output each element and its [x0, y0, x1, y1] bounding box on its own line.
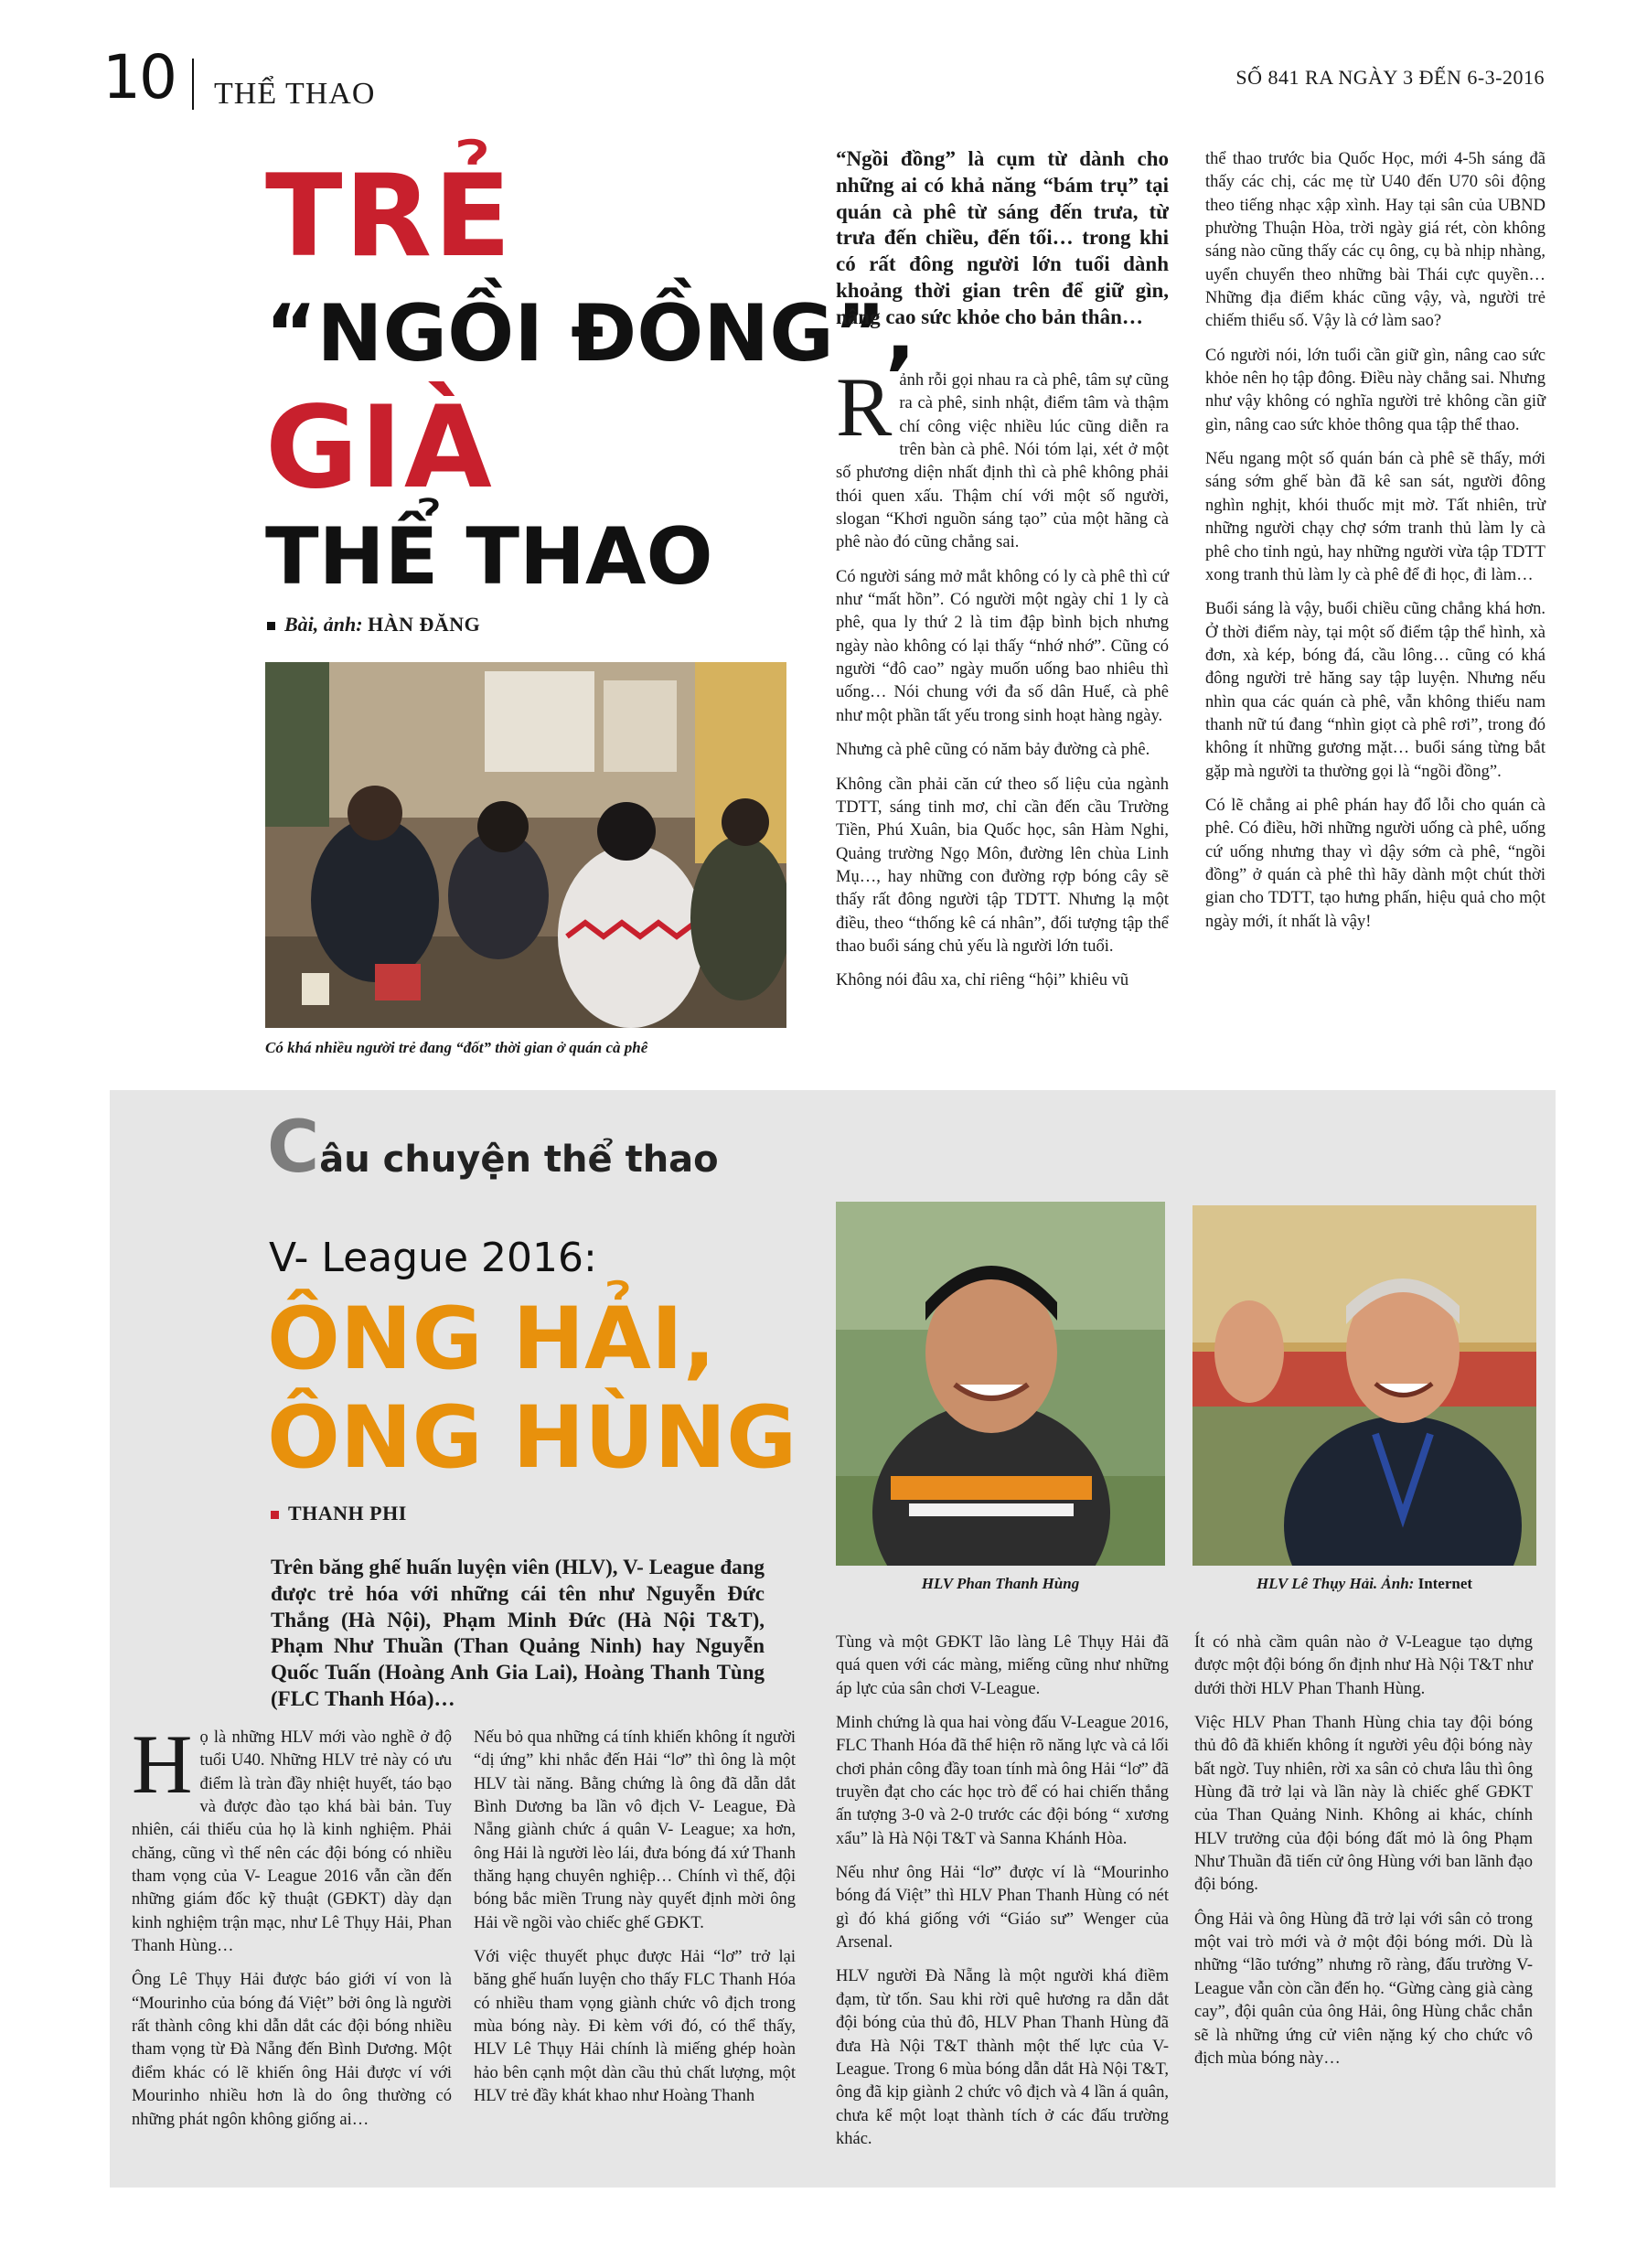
paragraph: Nếu bỏ qua những cá tính khiến không ít người “dị ứng” khi nhắc đến Hải “lơ” thì ông là một HLV tài năng. Bằng chứng là ông đã dẫn dắt Bình Dương ba lần vô địch V- League, Đà Nẵng giành chức á quân V- League; xa hơn, ông Hải là người lèo lái, đưa bóng đá xứ Thanh thăng hạng chuyên nghiệp… Chính vì thế, đội bóng bắc miền Trung này quyết định mời ông Hải về ngồi vào chiếc ghế GĐKT.: [474, 1728, 796, 1932]
headline-line-4: THỂ THAO: [265, 511, 713, 603]
paragraph: Nếu như ông Hải “lơ” được ví là “Mourinho bóng đá Việt” thì HLV Phan Thanh Hùng có nét gì đó khá giống với “Giáo sư” Wenger của Arsenal.: [836, 1864, 1169, 1952]
paragraph: Buổi sáng là vậy, buổi chiều cũng chẳng khá hơn. Ở thời điểm này, tại một số điểm tập thể hình, xà đơn, xà kép, bóng đá, cầu lông… cũng có khá đông người trẻ hăng say tập luyện. Nhưng nếu nhìn qua các quán cà phê, vẫn không thiếu nam thanh nữ tú đang “nhìn giọt cà phê rơi”, trong đó không ít những gương mặt… buổi sáng từng bắt gặp mà người ta thường gọi là “ngồi đồng”.: [1205, 600, 1545, 781]
page-number: 10: [102, 42, 176, 112]
photo-caption-1: Có khá nhiều người trẻ đang “đốt” thời gian ở quán cà phê: [265, 1039, 648, 1056]
article2-column-1: [132, 1717, 452, 2143]
paragraph: Minh chứng là qua hai vòng đấu V-League 2016, FLC Thanh Hóa đã thể hiện rõ năng lực và cả lối chơi phản công đầy toan tính mà ông Hải “lơ” đã truyền đạt cho các học trò để có hai chiến thắng ấn tượng 3-0 và 2-0 trước các đội bóng “ xương xẩu” là Hà Nội T&T và Sanna Khánh Hòa.: [836, 1714, 1169, 1848]
paragraph: Nhưng cà phê cũng có năm bảy đường cà phê.: [836, 741, 1150, 760]
article2-lead: Trên băng ghế huấn luyện viên (HLV), V- League đang được trẻ hóa với những cái tên như Nguyễn Đức Thắng (Hà Nội), Phạm Minh Đức (Hà Nội T&T), Phạm Như Thuần (Than Quảng Ninh) hay Nguyễn Quốc Tuấn (Hoàng Anh Gia Lai), Hoàng Thanh Tùng (FLC Thanh Hóa)…: [271, 1556, 765, 1710]
byline: [267, 613, 480, 637]
photo-caption-hai: [1192, 1575, 1536, 1593]
paragraph: thể thao trước bia Quốc Học, mới 4-5h sáng đã thấy các chị, các mẹ từ U40 đến U70 sôi động theo tiếng nhạc xập xình. Hay tại sân của UBND phường Thuận Hòa, trời ngày giá rét, còn không sáng nào cũng thấy các cụ ông, cụ bà nhịp nhàng, uyển chuyển theo những bài Thái cực quyền… Những địa điểm khác cũng vậy, và, người trẻ chiếm thiểu số. Vậy là cớ làm sao?: [1205, 150, 1545, 331]
paragraph: Có người nói, lớn tuổi cần giữ gìn, nâng cao sức khỏe nên họ tập đông. Điều này chẳng sai. Nhưng như vậy không có nghĩa người trẻ không cần giữ gìn, nâng cao sức khỏe thông qua tập thể thao.: [1205, 346, 1545, 434]
column-title-initial: C: [267, 1107, 320, 1189]
headline-line-2: “NGỒI ĐỒNG”,: [265, 288, 916, 380]
paragraph: Nếu ngang một số quán bán cà phê sẽ thấy, mới sáng sớm ghế bàn đã kê san sát, người đông nghìn nghịt, khói thuốc mịt mờ. Tất nhiên, trừ những người chạy chợ sớm tranh thủ làm ly cà phê cho tỉnh ngủ, hay những người vừa tập TDTT xong tranh thủ làm ly cà phê để đi học, đi làm…: [1205, 450, 1545, 584]
paragraph: Ông Hải và ông Hùng đã trở lại với sân cỏ trong một vai trò mới và ở một đội bóng mới. Dù là những “lão tướng” nhưng rõ ràng, đấu trường V- League vẫn còn cần đến họ. “Gừng càng già càng cay”, đội quân của ông Hải, ông Hùng chắc chắn sẽ là những ứng cử viên nặng ký cho chức vô địch mùa bóng này…: [1194, 1910, 1533, 2068]
coach-hai-photo: [1192, 1205, 1536, 1566]
headline-line-3: GIÀ: [265, 382, 494, 514]
issue-info: SỐ 841 RA NGÀY 3 ĐẾN 6-3-2016: [1235, 66, 1545, 89]
byline-prefix: Bài, ảnh:: [284, 613, 363, 636]
paragraph: Với việc thuyết phục được Hải “lơ” trở lại băng ghế huấn luyện cho thấy FLC Thanh Hóa có nhiều tham vọng giành chức vô địch trong mùa bóng này. Đi kèm với đó, có thể thấy, HLV Lê Thụy Hải chính là miếng ghép hoàn hảo bên cạnh một dàn cầu thủ chất lượng, một HLV trẻ đầy khát khao như Hoàng Thanh: [474, 1948, 796, 2106]
paragraph: Không nói đâu xa, chỉ riêng “hội” khiêu vũ: [836, 971, 1129, 990]
paragraph: Không cần phải căn cứ theo số liệu của ngành TDTT, sáng tinh mơ, chỉ cần đến cầu Trường Tiền, Phú Xuân, bia Quốc học, sân Hàm Nghi, Quảng trường Ngọ Môn, đường lên chùa Linh Mụ…, hay những con đường rợp bóng cây sẽ thấy rất đông người tập TDTT. Nhưng lạ một điều, theo “thống kê cá nhân”, đối tượng tập thể thao buổi sáng chủ yếu là người lớn tuổi.: [836, 775, 1169, 956]
article2-kicker: V- League 2016:: [269, 1235, 597, 1281]
photo-caption-hai-text: HLV Lê Thụy Hải. Ảnh:: [1256, 1575, 1415, 1592]
paragraph: ảnh rỗi gọi nhau ra cà phê, tâm sự cũng ra cà phê, sinh nhật, điểm tâm và thậm chí công việc nhiều lúc cũng diễn ra trên bàn cà phê. Nói tóm lại, xét ở một số phương diện nhất định thì cà phê không phải thói quen xấu. Thậm chí với một số người, slogan “Khơi nguồn sáng tạo” của một hãng cà phê nào đó cũng chẳng sai.: [836, 371, 1169, 552]
coffee-shop-photo: [265, 662, 786, 1028]
byline-author: THANH PHI: [288, 1502, 407, 1524]
byline-bullet: [267, 622, 275, 630]
article2-column-3: [836, 1631, 1169, 2162]
column-title-text: âu chuyện thể thao: [319, 1139, 719, 1181]
paragraph: ọ là những HLV mới vào nghề ở độ tuổi U40. Những HLV trẻ này có ưu điểm là tràn đầy nhiệt huyết, táo bạo và được đào tạo khá bài bản. Tuy nhiên, cái thiếu của họ là kinh nghiệm. Phải chăng, cũng vì thế nên các đội bóng có nhiều tham vọng của V- League 2016 vẫn cần đến những giám đốc kỹ thuật (GĐKT) dày dạn kinh nghiệm trận mạc, như Lê Thụy Hải, Phan Thanh Hùng…: [132, 1728, 452, 1956]
paragraph: Có người sáng mở mắt không có ly cà phê thì cứ như “mất hồn”. Có người một ngày chỉ 1 ly cà phê, qua ly thứ 2 là tim đập bình bịch nhưng ngày nào không có lại thấy “nhớ nhớ”. Cũng có người “đô cao” ngày muốn uống bao nhiêu thì uống… Nói chung với đa số dân Huế, cà phê như một phần tất yếu trong sinh hoạt hàng ngày.: [836, 567, 1169, 725]
article-lead: “Ngồi đồng” là cụm từ dành cho những ai có khả năng “bám trụ” tại quán cà phê từ sáng đến trưa, từ trưa đến chiều, đến tối… trong khi có rất đông người lớn tuổi dành khoảng thời gian trên để giữ gìn, nâng cao sức khỏe cho bản thân…: [836, 147, 1169, 328]
paragraph: Tùng và một GĐKT lão làng Lê Thụy Hải đã quá quen với các màng, miếng cũng như những áp lực của sân chơi V-League.: [836, 1633, 1169, 1698]
section-name: THỂ THAO: [214, 77, 376, 111]
column-title: [267, 1107, 719, 1189]
header-divider: [192, 59, 194, 110]
paragraph: Ông Lê Thụy Hải được báo giới ví von là “Mourinho của bóng đá Việt” bởi ông là người rất thành công khi dẫn dắt các đội bóng nhiều tham vọng từ Đà Nẵng đến Bình Dương. Một điểm khác có lẽ khiến ông Hải được ví với Mourinho nhiều hơn là do ông thường có những phát ngôn không giống ai…: [132, 1971, 452, 2129]
paragraph: Việc HLV Phan Thanh Hùng chia tay đội bóng thủ đô đã khiến không ít người yêu đội bóng này bất ngờ. Tuy nhiên, rời xa sân cỏ chưa lâu thì ông Hùng đã trở lại và lần này là chiếc ghế GĐKT của Than Quảng Ninh. Không ai khác, chính HLV trưởng của đội bóng đất mỏ là ông Phạm Như Thuần đã tiến cử ông Hùng với ban lãnh đạo đội bóng.: [1194, 1714, 1533, 1895]
article2-column-2: [474, 1727, 796, 2120]
article2-column-4: [1194, 1631, 1533, 2081]
drop-cap: H: [132, 1717, 193, 1811]
paragraph: HLV người Đà Nẵng là một người khá điềm đạm, từ tốn. Sau khi rời quê hương ra dẫn dắt đội bóng của thủ đô, HLV Phan Thanh Hùng đã đưa Hà Nội T&T thành một thế lực của V-League. Trong 6 mùa bóng dẫn dắt Hà Nội T&T, ông đã kịp giành 2 chức vô địch và 4 lần á quân, chưa kể một loạt thành tích ở các đấu trường khác.: [836, 1967, 1169, 2148]
article1-column-2: [836, 360, 1169, 1004]
photo-caption-hung: HLV Phan Thanh Hùng: [921, 1575, 1080, 1592]
article2-byline: [271, 1502, 407, 1525]
byline-author: HÀN ĐĂNG: [368, 613, 481, 636]
headline-line-1: TRẺ: [265, 151, 513, 283]
byline-bullet: [271, 1511, 279, 1519]
article2-headline-1: ÔNG HẢI,: [267, 1289, 716, 1389]
article1-column-3: [1205, 148, 1545, 945]
paragraph: Ít có nhà cầm quân nào ở V-League tạo dựng được một đội bóng ổn định như Hà Nội T&T như dưới thời HLV Phan Thanh Hùng.: [1194, 1633, 1533, 1698]
coach-hung-photo: [836, 1202, 1165, 1566]
paragraph: Có lẽ chẳng ai phê phán hay đổ lỗi cho quán cà phê. Có điều, hỡi những người uống cà phê, uống cứ uống nhưng thay vì dậy sớm cà phê, “ngồi đồng” ở quán cà phê thì hãy dành một chút thời gian cho TDTT, tạo hưng phấn, hiệu quả cho một ngày mới, ít nhất là vậy!: [1205, 796, 1545, 931]
photo-credit: Internet: [1417, 1575, 1473, 1592]
article2-headline-2: ÔNG HÙNG: [267, 1388, 797, 1488]
drop-cap: R: [836, 360, 893, 454]
